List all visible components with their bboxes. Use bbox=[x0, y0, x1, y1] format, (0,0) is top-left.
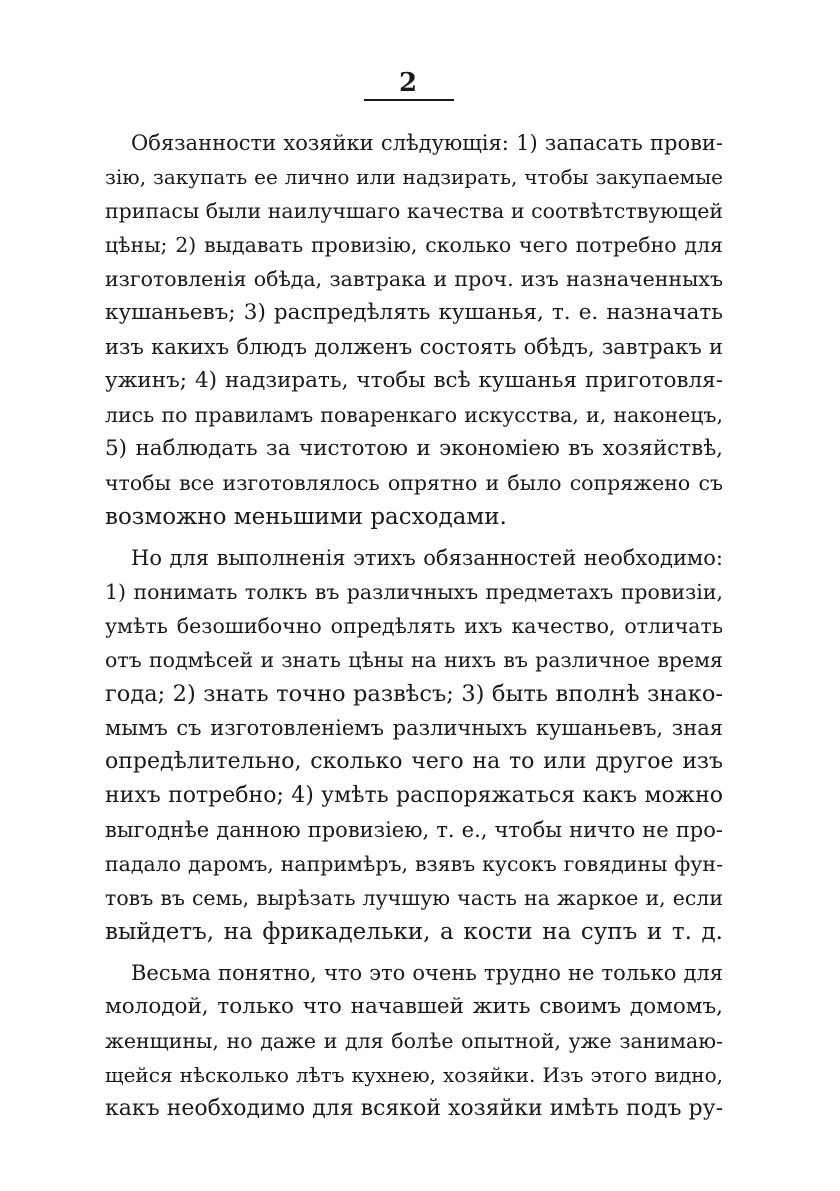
page-number: 2 bbox=[398, 68, 418, 98]
text-line: щейся нѣсколько лѣтъ кухнею, хозяйки. Изъ этого видно, bbox=[105, 1063, 723, 1087]
text-line: возможно меньшими расходами. bbox=[105, 504, 507, 530]
text-line: мымъ съ изготовленіемъ различныхъ кушаньевъ, зная bbox=[105, 716, 723, 740]
text-line: выйдетъ, на фрикадельки, а кости на супъ и т. д. bbox=[105, 919, 723, 945]
text-line: 1) понимать толкъ въ различныхъ предметахъ провизіи, bbox=[105, 580, 723, 604]
text-line: нихъ потребно; 4) умѣть распоряжаться какъ можно bbox=[105, 783, 723, 808]
text-line: 5) наблюдать за чистотою и экономіею въ хозяйствѣ, bbox=[105, 436, 723, 461]
text-line: цѣны; 2) выдавать провизію, сколько чего потребно для bbox=[105, 233, 723, 257]
text-line: какъ необходимо для всякой хозяйки имѣть подъ ру- bbox=[105, 1096, 723, 1121]
text-line: Но для выполненія этихъ обязанностей необходимо: bbox=[131, 546, 723, 570]
text-line: выгоднѣе данною провизіею, т. е., чтобы ничто не про- bbox=[105, 818, 723, 842]
paragraph-1 bbox=[105, 126, 723, 534]
paragraph-2 bbox=[105, 541, 723, 949]
text-line: чтобы все изготовлялось опрятно и было сопряжено съ bbox=[105, 471, 723, 495]
text-line: зію, закупать ее лично или надзирать, чтобы закупаемые bbox=[105, 165, 723, 189]
text-line: Обязанности хозяйки слѣдующія: 1) запасать прови- bbox=[131, 131, 723, 155]
text-line: падало даромъ, напримѣръ, взявъ кусокъ говядины фун- bbox=[105, 852, 723, 876]
body-text bbox=[105, 126, 723, 1126]
text-line: припасы были наилучшаго качества и соотвѣтствующей bbox=[105, 199, 723, 223]
text-line: молодой, только что начавшей жить своимъ домомъ, bbox=[105, 994, 723, 1019]
text-line: женщины, но даже и для болѣе опытной, уже занимаю- bbox=[105, 1029, 723, 1053]
header-rule bbox=[364, 99, 454, 101]
text-line: кушаньевъ; 3) распредѣлять кушанья, т. е. назначать bbox=[105, 300, 723, 325]
paragraph-3 bbox=[105, 956, 723, 1126]
text-line: опредѣлительно, сколько чего на то или другое изъ bbox=[105, 749, 723, 774]
text-line: изъ какихъ блюдъ долженъ состоять обѣдъ, завтракъ и bbox=[105, 335, 723, 359]
text-line: лись по правиламъ поваренкаго искусства, и, наконецъ, bbox=[105, 403, 723, 427]
text-line: товъ въ семь, вырѣзать лучшую часть на жаркое и, если bbox=[105, 886, 723, 910]
text-line: года; 2) знать точно развѣсъ; 3) быть вполнѣ знако- bbox=[105, 681, 723, 707]
text-line: ужинъ; 4) надзирать, чтобы всѣ кушанья приготовля- bbox=[105, 368, 723, 393]
text-line: Весьма понятно, что это очень трудно не только для bbox=[131, 961, 723, 985]
text-line: изготовленія обѣда, завтрака и проч. изъ назначенныхъ bbox=[105, 267, 723, 291]
text-line: отъ подмѣсей и знать цѣны на нихъ въ различное время bbox=[105, 648, 723, 672]
text-line: умѣть безошибочно опредѣлять ихъ качество, отличать bbox=[105, 614, 723, 638]
